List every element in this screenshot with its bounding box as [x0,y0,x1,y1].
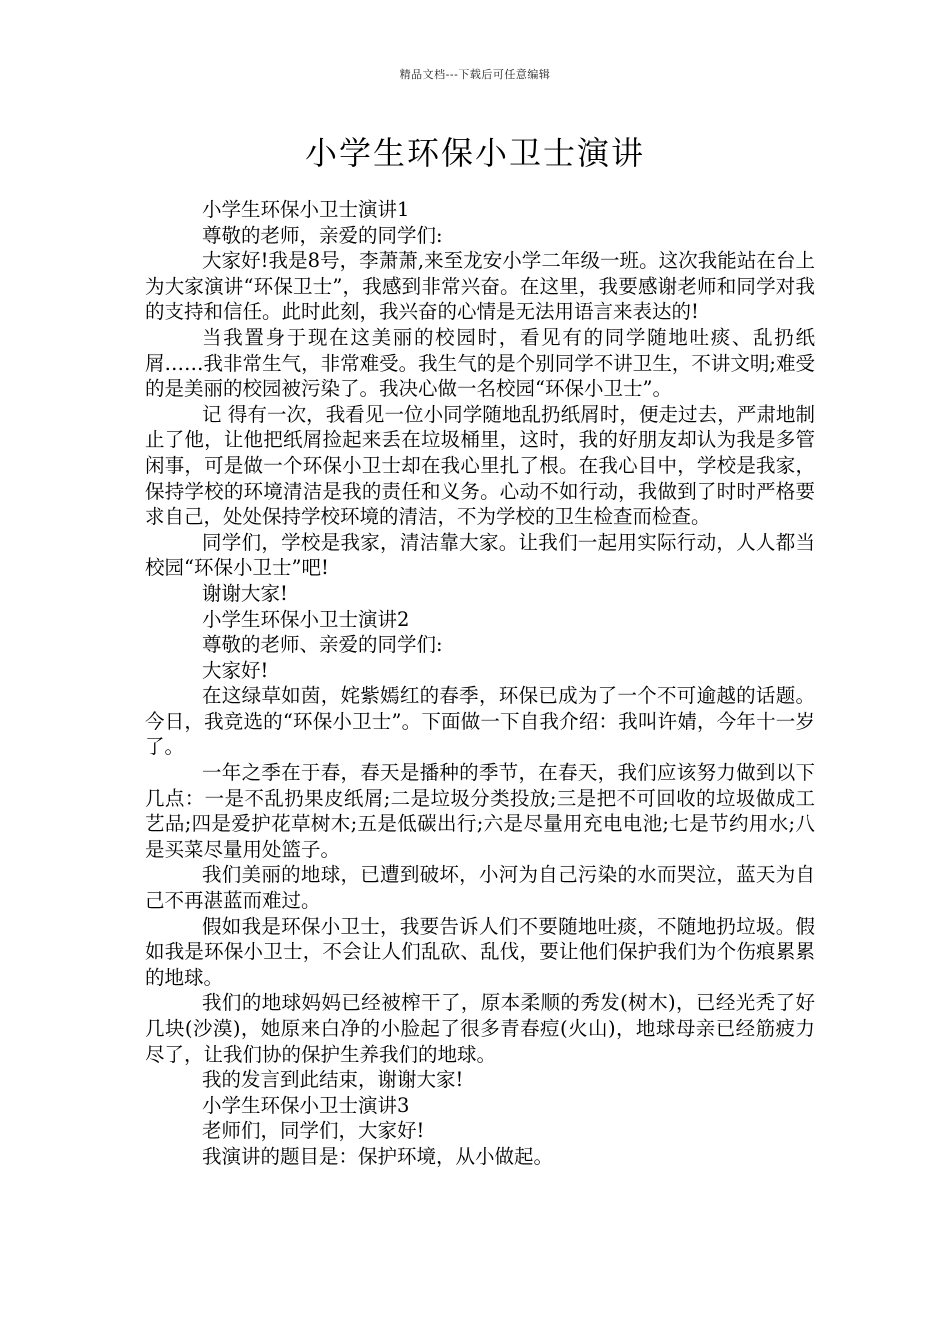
salutation: 尊敬的老师、亲爱的同学们: [202,633,443,657]
speech-1-heading: 小学生环保小卫士演讲1 [202,198,410,221]
header-note: 精品文档---下载后可任意编辑 [399,68,551,81]
body-paragraph: 大家好!我是8号，李萧萧,来至龙安小学二年级一班。这次我能站在台上为大家演讲“环保卫士”，我感到非常兴奋。在这里，我要感谢老师和同学对我的支持和信任。此时此刻，我兴奋的心情是无法用语言来表达的! [145,249,815,324]
closing-line: 我的发言到此结束，谢谢大家! [202,1068,464,1092]
body-paragraph: 假如我是环保小卫士，我要告诉人们不要随地吐痰，不随地扔垃圾。假如我是环保小卫士，不会让人们乱砍、乱伐，要让他们保护我们为个伤痕累累的地球。 [145,914,815,989]
body-paragraph: 同学们，学校是我家，清洁靠大家。让我们一起用实际行动，人人都当校园“环保小卫士”吧! [145,530,815,580]
salutation: 尊敬的老师，亲爱的同学们: [202,223,443,247]
body-paragraph: 在这绿草如茵，姹紫嫣红的春季，环保已成为了一个不可逾越的话题。今日，我竞选的“环保小卫士”。下面做一下自我介绍：我叫许婧，今年十一岁了。 [145,684,815,759]
document-body [145,197,815,1170]
document-title: 小学生环保小卫士演讲 [304,134,645,172]
body-paragraph: 我演讲的题目是：保护环境，从小做起。 [202,1144,554,1168]
speech-2-heading: 小学生环保小卫士演讲2 [202,607,410,631]
greeting: 大家好! [202,658,269,682]
body-paragraph: 当我置身于现在这美丽的校园时，看见有的同学随地吐痰、乱扔纸屑……我非常生气，非常难受。我生气的是个别同学不讲卫生，不讲文明;难受的是美丽的校园被污染了。我决心做一名校园“环保小卫士”。 [145,325,815,401]
body-paragraph: 一年之季在于春，春天是播种的季节，在春天，我们应该努力做到以下几点：一是不乱扔果皮纸屑;二是垃圾分类投放;三是把不可回收的垃圾做成工艺品;四是爱护花草树木;五是低碳出行;六是尽量用充电电池;七是节约用水;八是买菜尽量用处篮子。 [145,761,815,861]
closing-line: 谢谢大家! [202,581,288,605]
speech-3-heading: 小学生环保小卫士演讲3 [202,1093,410,1117]
body-paragraph: 我们的地球妈妈已经被榨干了，原本柔顺的秀发(树木)，已经光秃了好几块(沙漠)，她原来白净的小脸起了很多青春痘(火山)，地球母亲已经筋疲力尽了，让我们协的保护生养我们的地球。 [145,991,815,1066]
greeting: 老师们，同学们，大家好! [202,1119,425,1143]
body-paragraph: 记 得有一次，我看见一位小同学随地乱扔纸屑时，便走过去，严肃地制止了他，让他把纸屑捡起来丢在垃圾桶里，这时，我的好朋友却认为我是多管闲事，可是做一个环保小卫士却在我心里扎了根。在我心目中，学校是我家，保持学校的环境清洁是我的责任和义务。心动不如行动，我做到了时时严格要求自己，处处保持学校环境的清洁，不为学校的卫生检查而检查。 [145,402,815,529]
body-paragraph: 我们美丽的地球，已遭到破坏，小河为自己污染的水而哭泣，蓝天为自己不再湛蓝而难过。 [145,863,815,913]
